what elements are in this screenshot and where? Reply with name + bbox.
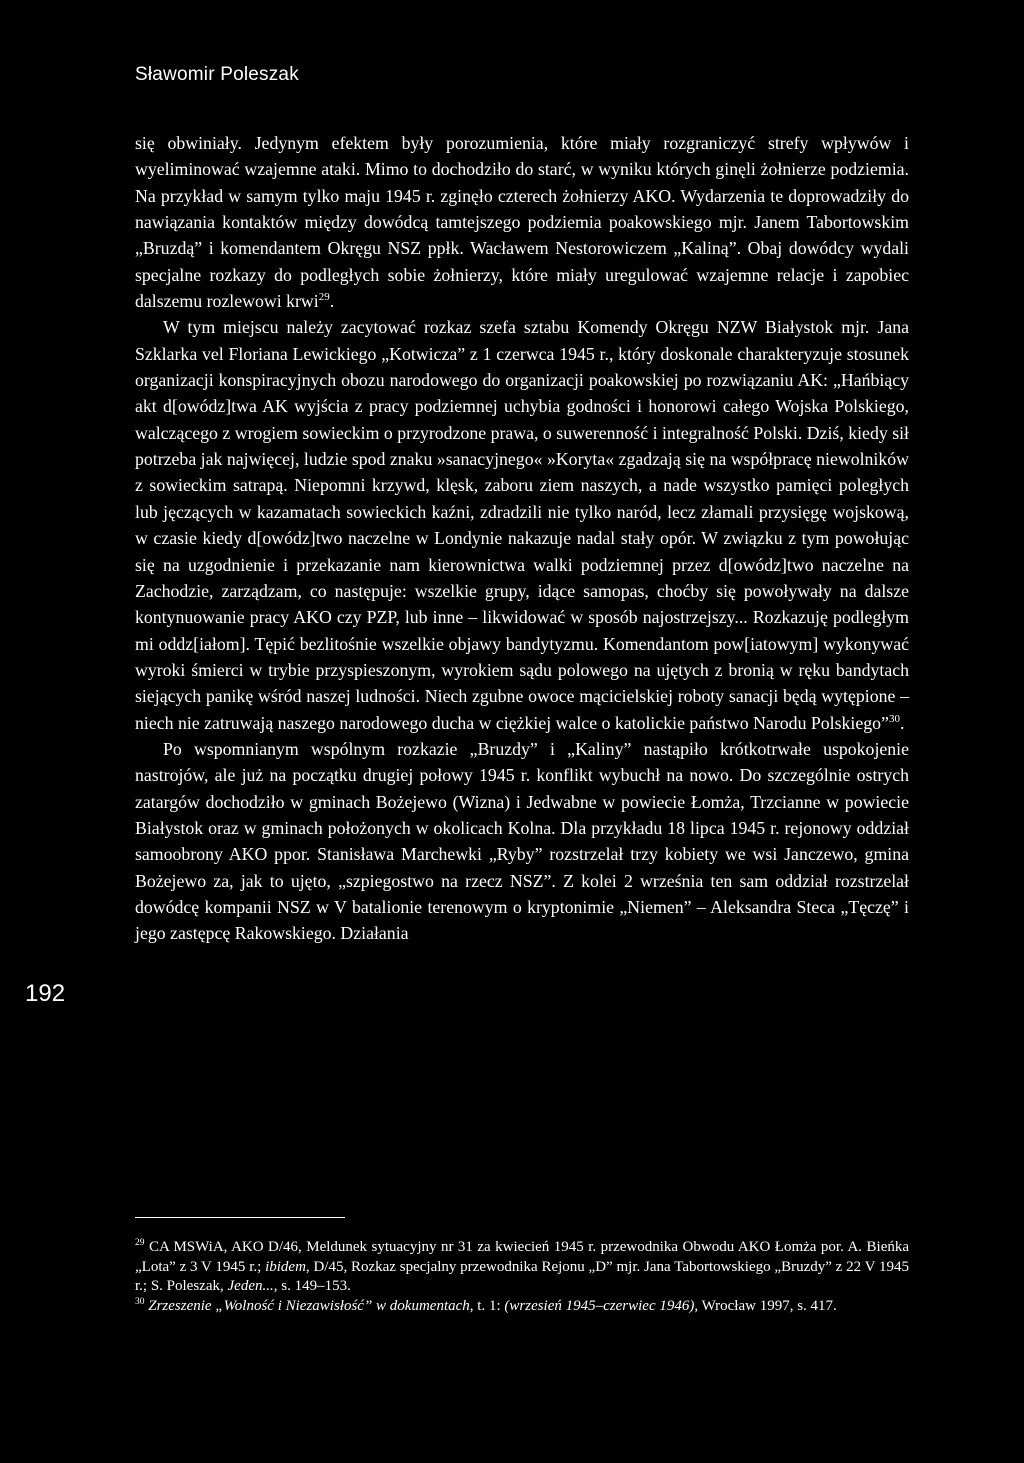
- footnote-30-volume: (wrzesień 1945–czerwiec 1946): [504, 1297, 695, 1314]
- footnote-ref-30[interactable]: 30: [888, 712, 900, 725]
- paragraph-1: [135, 130, 909, 314]
- footnote-30-text2: , Wrocław 1997, s. 417.: [694, 1297, 837, 1314]
- footnote-30-number: 30: [135, 1296, 145, 1307]
- footnote-ref-29[interactable]: 29: [318, 291, 330, 304]
- footnotes: [135, 1238, 909, 1316]
- paragraph-2-text: W tym miejscu należy zacytować rozkaz szefa sztabu Komendy Okręgu NZW Białystok mjr. Jana Szklarka vel Floriana Lewickiego „Kotwicza” z 1 czerwca 1945 r., który doskonale charakteryzuje stosunek organizacji konspiracyjnych obozu narodowego do organizacji poakowskiej po rozwiązaniu AK: „Hańbiący akt d[owódz]twa AK wyjścia z pracy podziemnej uchybia godności i honorowi całego Wojska Polskiego, walczącego z wrogiem sowieckim o przyrodzone prawa, o suwerenność i integralność Polski. Dziś, kiedy sił potrzeba jak najwięcej, ludzie spod znaku »sanacyjnego« »Koryta« zgadzają się na współpracę niewolników z sowieckim satrapą. Niepomni krzywd, klęsk, zaboru ziem naszych, a nade wszystko pamięci poległych lub jęczących w kazamatach sowieckich kaźni, zdradzili nie tylko naród, lecz złamali przysięgę wojskową, w czasie kiedy d[owódz]two naczelne w Londynie nakazuje nadal stały opór. W związku z tym powołując się na uzgodnienie i przekazanie nam kierownictwa walki podziemnej przez d[owódz]two naczelne na Zachodzie, zarządzam, co następuje: wszelkie grupy, idące samopas, choćby się powoływały na dalsze kontynuowanie pracy AKO czy PZP, lub inne – likwidować w sposób najostrzejszy... Rozkazuję podległym mi oddz[iałom]. Tępić bezlitośnie wszelkie objawy bandytyzmu. Komendantom pow[iatowym] wykonywać wyroki śmierci w trybie przyspieszonym, wyrokiem sądu polowego na ujętych z bronią w ręku bandytach siejących panikę wśród naszej ludności. Niech zgubne owoce mącicielskiej roboty sanacji będą wytępione – niech nie zatruwają naszego narodowego ducha w ciężkiej walce o katolickie państwo Narodu Polskiego”: [135, 317, 909, 733]
- footnote-30: [135, 1297, 909, 1317]
- footnote-divider: [135, 1217, 345, 1218]
- main-text: [135, 130, 909, 947]
- paragraph-2: [135, 314, 909, 736]
- paragraph-2-end: .: [899, 712, 905, 733]
- footnote-29-ibidem: ibidem: [265, 1258, 306, 1275]
- page-number: 192: [25, 980, 66, 1007]
- footnote-29-jeden: Jeden...: [227, 1278, 274, 1295]
- footnote-29: [135, 1238, 909, 1297]
- running-header-author: Sławomir Poleszak: [135, 64, 299, 85]
- footnote-29-text: CA MSWiA, AKO D/46, Meldunek sytuacyjny nr 31 za kwiecień 1945 r. przewodnika Obwodu AKO Łomża por. A. Bieńka „Lota” z 3 V 1945 r.;: [135, 1239, 910, 1275]
- footnote-29-text2: , D/45, Rozkaz specjalny przewodnika Rejonu „D” mjr. Jana Tabortowskiego „Bruzdy” z 22 V 1945 r.; S. Poleszak,: [135, 1258, 909, 1295]
- paragraph-1-end: .: [329, 291, 335, 312]
- paragraph-1-text: się obwiniały. Jedynym efektem były porozumienia, które miały rozgraniczyć strefy wpływów i wyeliminować wzajemne ataki. Mimo to dochodziło do starć, w wyniku których ginęli żołnierze podziemia. Na przykład w samym tylko maju 1945 r. zginęło czterech żołnierzy AKO. Wydarzenia te doprowadziły do nawiązania kontaktów między dowódcą tamtejszego podziemia poakowskiego mjr. Janem Tabortowskim „Bruzdą” i komendantem Okręgu NSZ ppłk. Wacławem Nestorowiczem „Kaliną”. Obaj dowódcy wydali specjalne rozkazy do podległych sobie żołnierzy, które miały uregulować wzajemne relacje i zapobiec dalszemu rozlewowi krwi: [135, 133, 909, 312]
- footnote-29-text3: , s. 149–153.: [273, 1278, 351, 1295]
- footnote-30-text: , t. 1:: [469, 1297, 505, 1314]
- paragraph-3: Po wspomnianym wspólnym rozkazie „Bruzdy” i „Kaliny” nastąpiło krótkotrwałe uspokojenie nastrojów, ale już na początku drugiej połowy 1945 r. konflikt wybuchł na nowo. Do szczególnie ostrych zatargów dochodziło w gminach Bożejewo (Wizna) i Jedwabne w powiecie Łomża, Trzcianne w powiecie Białystok oraz w gminach położonych w okolicach Kolna. Dla przykładu 18 lipca 1945 r. rejonowy oddział samoobrony AKO ppor. Stanisława Marchewki „Ryby” rozstrzelał trzy kobiety we wsi Janczewo, gmina Bożejewo za, jak to ujęto, „szpiegostwo na rzecz NSZ”. Z kolei 2 września ten sam oddział rozstrzelał dowódcę kompanii NSZ w V batalionie terenowym o kryptonimie „Niemen” – Aleksandra Steca „Tęczę” i jego zastępcę Rakowskiego. Działania: [135, 738, 909, 944]
- footnote-29-number: 29: [135, 1238, 145, 1248]
- footnote-30-title: Zrzeszenie „Wolność i Niezawisłość” w dokumentach: [148, 1297, 470, 1314]
